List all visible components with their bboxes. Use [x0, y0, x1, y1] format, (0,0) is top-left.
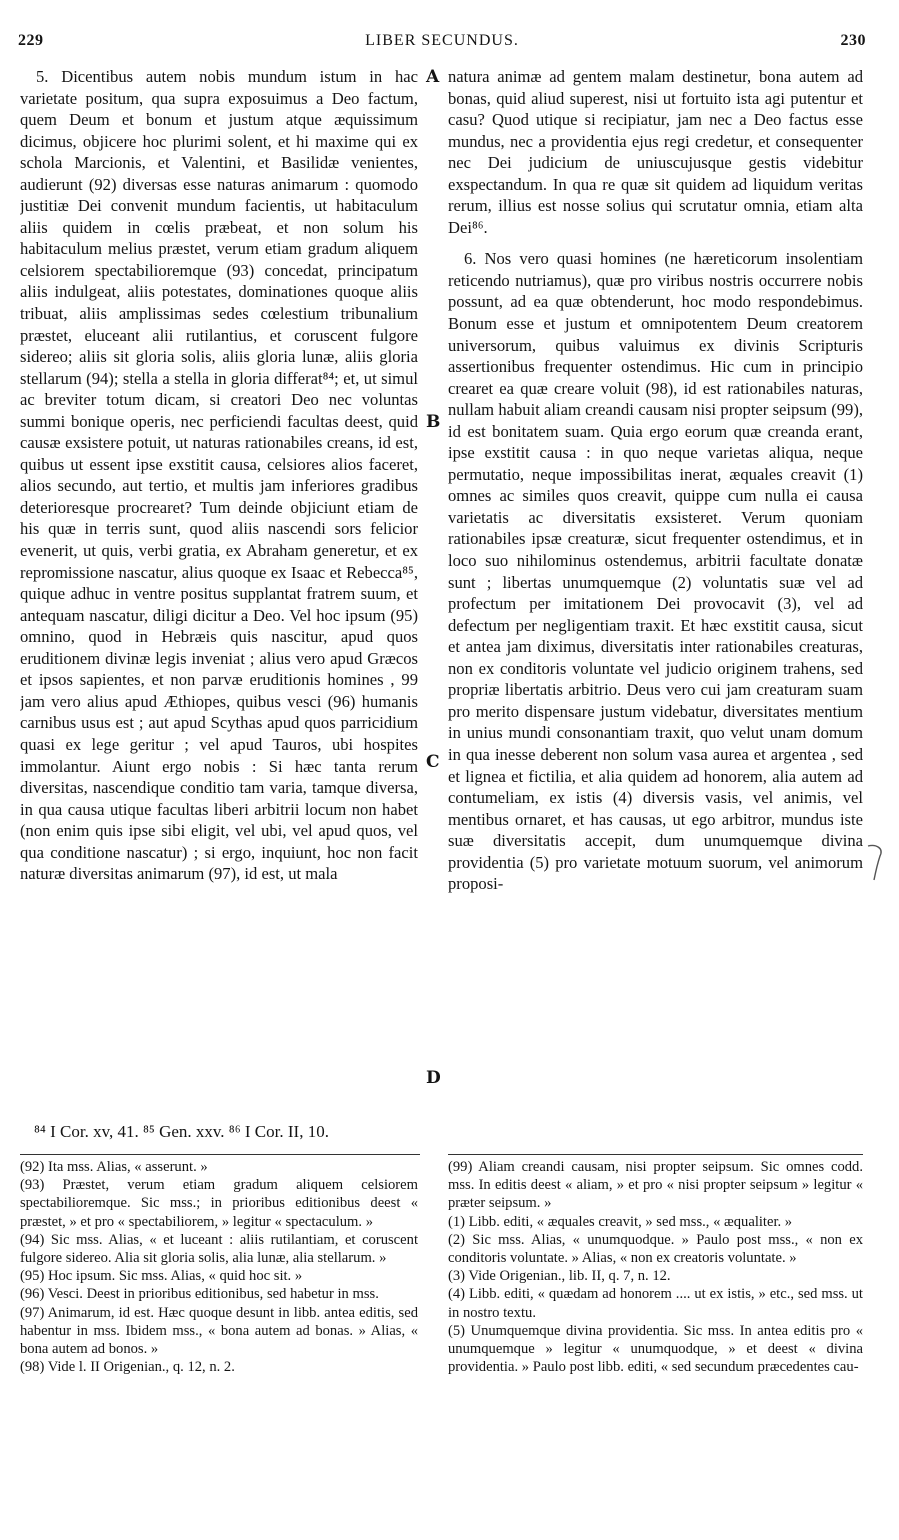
footnote-divider-right — [448, 1154, 863, 1155]
footnote: (94) Sic mss. Alias, « et luceant : aliis rutilantiam, et coruscent fulgore sidereo. Alia sit gloria solis, alia lunæ, alia stellarum. » — [20, 1231, 418, 1267]
page-header — [18, 32, 866, 56]
footnote: (98) Vide l. II Origenian., q. 12, n. 2. — [20, 1359, 235, 1376]
margin-mark-c: C — [426, 752, 440, 772]
running-title: LIBER SECUNDUS. — [365, 32, 519, 49]
margin-mark-a: A — [426, 67, 440, 87]
footnote: (97) Animarum, id est. Hæc quoque desunt in libb. antea editis, sed habentur in mss. Ibidem mss., « bona autem ad bonas. » Alias, « bona autem ad bonos. » — [20, 1304, 418, 1358]
paragraph-5: 5. Dicentibus autem nobis mundum istum in hac varietate positum, qua supra exposuimus a Deo factum, quem Deum et bonum et justum atque æquissimum dicimus, objicere hoc plurimi solent, et hi maxime qui ex schola Marcionis, et Valentini, et Basilidæ venientes, audierunt (92) diversas esse naturas animarum : quomodo justitiæ Dei convenit mundum facientis, ut habitaculum aliis quidem in cœlis præbeat, et non solum his habitaculum melius præstet, verum etiam gradum aliquem celsiorem spectabilioremque (93) concedat, principatum aliis indulgeat, aliis potestates, dominationes quoque aliis tribuat, aliis amplissimas sedes cœlestium tribunalium præstet, eluceant alii rutilantius, et coruscent fulgore sidereo; aliis sit gloria solis, aliis gloria lunæ, aliis gloria stellarum (94); stella a stella in gloria differat⁸⁴; et, ut simul ac breviter totum dicam, si creatori Deo nec voluntas summi bonique operis, nec perficiendi facultas deest, quid causæ exsistere potuit, ut naturas rationabiles creans, id est, quibus ut essent ipse exstitit causa, celsiores alios faceret, alios secundo, aut tertio, et multis jam inferiores gradibus deterioresque procrearet? Tum deinde objiciunt etiam de his quæ in terris sunt, quod aliis nascendi sors felicior evenerit, ut quis, verbi gratia, ex Abraham generetur, et ex repromissione nascatur, alius quoque ex Isaac et Rebecca⁸⁵, quique adhuc in ventre positus supplantat fratrem suum, et antequam nascatur, diligi dicitur a Deo. Vel hoc ipsum (95) omnino, quod in Hebræis quis nascitur, apud quos eruditionem divinæ legis inveniat ; alius vero apud Græcos et ipsos sapientes, et non parvæ eruditionis homines , 99 jam vero alius apud Æthiopes, quibus vesci (96) humanis carnibus usus est ; aut apud Scythas apud quos parricidium quasi ex lege geritur ; vel apud Tauros, ubi hospites immolantur. Aiunt ergo nobis : Si hæc tanta rerum diversitas, nascendique conditio tam varia, tamque diversa, in qua causa utique facultas liberi arbitrii locum non habet (non enim quis ipse sibi eligit, vel ubi, vel apud quos, vel qua conditione nascatur) ; si ergo, inquiunt, hoc non facit naturæ diversitas animarum (97), id est, ut mala — [20, 67, 418, 884]
footnote: (99) Aliam creandi causam, nisi propter seipsum. Sic omnes codd. mss. In editis deest « aliam, » et pro « nisi propter seipsum » legitur « præter seipsum. » — [448, 1159, 863, 1212]
footnote: (1) Libb. editi, « æquales creavit, » sed mss., « æqualiter. » — [448, 1213, 793, 1230]
margin-mark-b: B — [426, 412, 441, 432]
footnote: (2) Sic mss. Alias, « unumquodque. » Paulo post mss., « non ex conditoris voluntate. » Alias, « non ex creatoris voluntate. » — [448, 1231, 863, 1267]
right-text-column — [448, 66, 863, 1114]
footnote-divider-left — [20, 1154, 420, 1155]
paragraph-5-continued: natura animæ ad gentem malam destinetur, bona autem ad bonas, quid aliud superest, nisi ut fortuito ista agi putentur et casu? Quod utique si recipiatur, jam nec a Deo factus esse mundus, nec a providentia ejus regi credetur, et consequenter nec Dei judicium de uniuscujusque gestis videbitur exspectandum. In qua re quæ sit quidem ad liquidum veritas rerum, illius est nosse solius qui scrutatur omnia, etiam alta Dei⁸⁶. — [448, 67, 863, 237]
handwritten-mark-icon — [866, 842, 888, 882]
footnote: (3) Vide Origenian., lib. II, q. 7, n. 12. — [448, 1268, 671, 1285]
footnote: (5) Unumquemque divina providentia. Sic mss. In antea editis pro « unumquemque » legitur « unumquodque, » et deest « divina providentia. » Paulo post libb. editi, « sed secundum præcedentes cau- — [448, 1322, 863, 1376]
margin-mark-d: D — [426, 1068, 441, 1088]
footnotes-left — [20, 1158, 418, 1458]
page-number-left: 229 — [18, 32, 44, 49]
page-number-right: 230 — [840, 32, 866, 49]
scripture-references: ⁸⁴ I Cor. xv, 41. ⁸⁵ Gen. xxv. ⁸⁶ I Cor. II, 10. — [34, 1122, 329, 1141]
footnote: (96) Vesci. Deest in prioribus editionibus, sed habetur in mss. — [20, 1286, 379, 1303]
footnotes-right — [448, 1158, 863, 1458]
footnote: (92) Ita mss. Alias, « asserunt. » — [20, 1159, 208, 1175]
paragraph-6: 6. Nos vero quasi homines (ne hæreticorum insolentiam reticendo nutriamus), quæ pro viribus nostris occurrere nobis possunt, ad ea quæ obtenderunt, hoc modo respondebimus. Bonum esse et justum et omnipotentem Deum creatorem universorum, quibus valuimus ex divinis Scripturis assertionibus frequenter ostendimus. Hic cum in principio crearet ea quæ creare voluit (98), id est rationabiles naturas, nullam habuit aliam creandi causam nisi propter seipsum (99), id est bonitatem suam. Quia ergo eorum quæ creanda erant, ipse exstitit causa : in quo neque varietas aliqua, neque permutatio, neque impossibilitas inerat, æquales creavit (1) omnes ac similes quos creavit, quippe cum nulla ei causa varietatis ac diversitatis exsisteret. Verum quoniam rationabiles ipsæ creaturæ, sicut frequenter ostendimus, et in loco suo nihilominus ostendemus, arbitrii facultate donatæ sunt ; libertas unumquemque (2) voluntatis suæ vel ad profectum per imitationem Dei provocavit (3), vel ad defectum per negligentiam traxit. Et hæc exstitit causa, sicut et antea jam diximus, diversitatis inter rationabiles creaturas, non ex conditoris voluntate vel judicio originem trahens, sed propriæ libertatis arbitrio. Deus vero cui jam creaturam suam pro merito dispensare justum videbatur, diversitates mentium in unius mundi consonantiam traxit, quo velut unam domum in qua inesse deberent non solum vasa aurea et argentea , sed et lignea et fictilia, et alia quidem ad honorem, alia autem ad contumeliam, ex istis (4) diversis vasis, vel animis, vel mentibus ornaret, et has causas, ut ego arbitror, mundus iste suæ diversitatis accepit, dum unumquemque divina providentia (5) pro varietate motuum suorum, vel animorum proposi- — [448, 249, 863, 894]
footnote: (95) Hoc ipsum. Sic mss. Alias, « quid hoc sit. » — [20, 1268, 303, 1285]
footnote: (93) Præstet, verum etiam gradum aliquem celsiorem spectabilioremque. Sic mss.; in prioribus editionibus deest « præstet, » et pro « spectabiliorem, » legitur « spectaculum. » — [20, 1177, 418, 1230]
left-text-column — [20, 66, 418, 1114]
footnote: (4) Libb. editi, « quædam ad honorem .... ut ex istis, » etc., sed mss. ut in nostro textu. — [448, 1286, 863, 1321]
